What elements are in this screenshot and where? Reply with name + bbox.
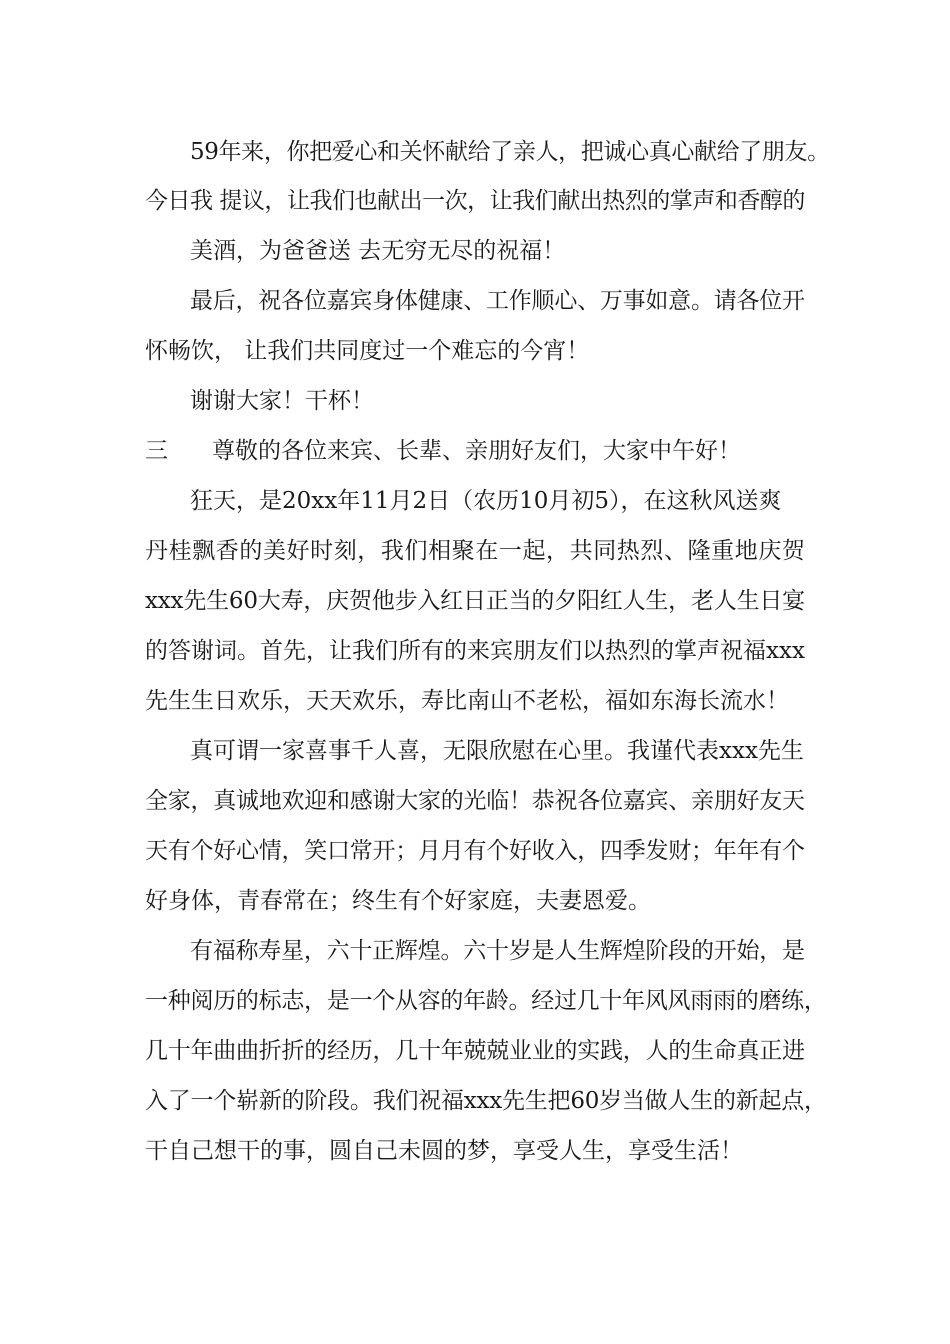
section-heading: 尊敬的各位来宾、长辈、亲朋好友们，大家中午好！: [212, 438, 741, 464]
text-line: 丹桂飘香的美好时刻，我们相聚在一起，共同热烈、隆重地庆贺: [145, 538, 806, 564]
text-line: xxx先生60大寿，庆贺他步入红日正当的夕阳红人生，老人生日宴: [145, 588, 805, 614]
text-line: 狂天，是20xx年11月2日（农历10月初5），在这秋风送爽: [190, 488, 782, 514]
text-line: 最后，祝各位嘉宾身体健康、工作顺心、万事如意。请各位开: [190, 288, 805, 314]
text-line: 的答谢词。首先，让我们所有的来宾朋友们以热烈的掌声祝福xxx: [145, 638, 805, 664]
text-line: 天有个好心情，笑口常开；月月有个好收入，四季发财；年年有个: [145, 838, 805, 864]
text-line: 有福称寿星，六十正辉煌。六十岁是人生辉煌阶段的开始，是: [190, 938, 805, 964]
text-line: 谢谢大家！干杯！: [190, 388, 374, 414]
text-line: 几十年曲曲折折的经历，几十年兢兢业业的实践，人的生命真正进: [145, 1038, 805, 1064]
text-line: 真可谓一家喜事千人喜，无限欣慰在心里。我谨代表xxx先生: [190, 738, 804, 764]
text-line: 59年来，你把爱心和关怀献给了亲人，把诚心真心献给了朋友。: [190, 139, 830, 165]
text-line: 干自己想干的事，圆自己未圆的梦，享受人生，享受生活！: [145, 1138, 743, 1164]
text-line: 一种阅历的标志，是一个从容的年龄。经过几十年风风雨雨的磨练，: [145, 988, 827, 1014]
section-number: 三: [145, 438, 168, 464]
text-line: 入了一个崭新的阶段。我们祝福xxx先生把60岁当做人生的新起点，: [145, 1088, 827, 1114]
text-line: 怀畅饮， 让我们共同度过一个难忘的今宵！: [145, 338, 590, 364]
text-line: 先生生日欢乐，天天欢乐，寿比南山不老松，福如东海长流水！: [145, 688, 789, 714]
text-line: 今日我 提议，让我们也献出一次，让我们献出热烈的掌声和香醇的: [145, 188, 805, 214]
text-line: 全家，真诚地欢迎和感谢大家的光临！恭祝各位嘉宾、亲朋好友天: [145, 788, 805, 814]
text-line: 美酒，为爸爸送 去无穷无尽的祝福！: [190, 238, 566, 264]
text-line: 好身体，青春常在；终生有个好家庭，夫妻恩爱。: [145, 888, 651, 914]
